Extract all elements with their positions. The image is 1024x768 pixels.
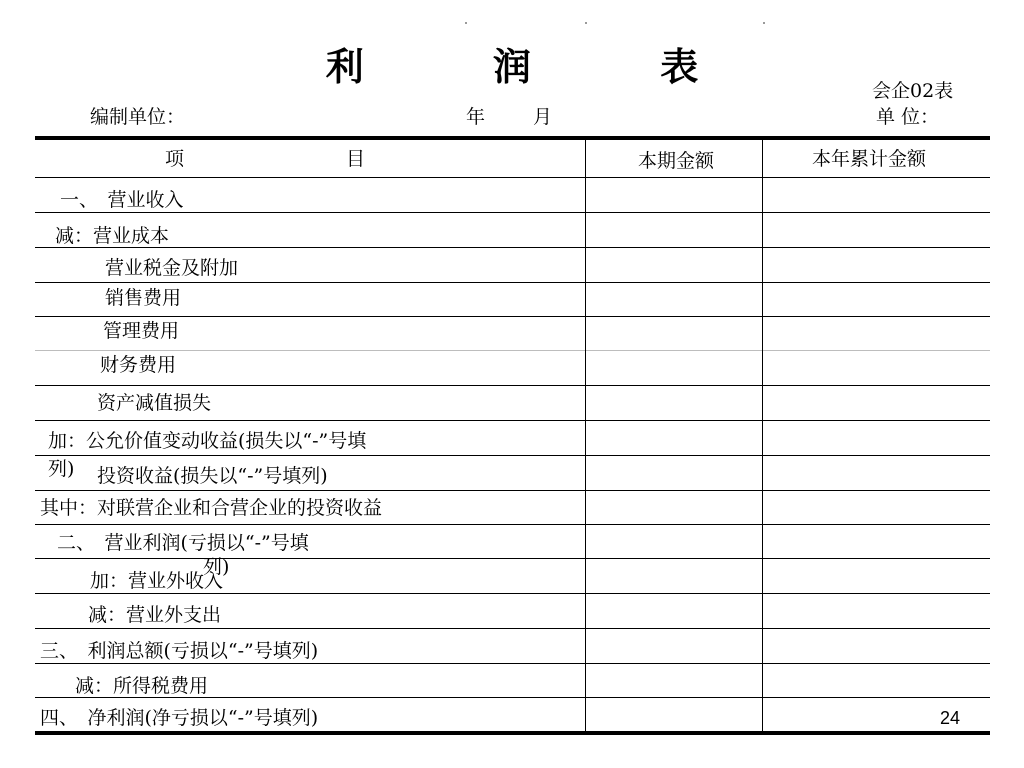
row-divider	[35, 697, 990, 698]
row-label-admin-expenses: 管理费用	[103, 320, 180, 342]
row-label-financial-expenses: 财务费用	[100, 354, 177, 376]
row-label-total-profit: 三、 利润总额(亏损以“-”号填列)	[40, 640, 319, 662]
column-header-ytd: 本年累计金额	[812, 148, 927, 170]
row-label-income-tax: 减：所得税费用	[75, 675, 209, 697]
row-label-impairment-loss: 资产减值损失	[97, 392, 212, 414]
row-label-fair-value-gain: 加：公允价值变动收益(损失以“-”号填	[48, 430, 367, 452]
row-divider	[35, 420, 990, 421]
header-divider	[35, 177, 990, 178]
row-label-business-tax: 营业税金及附加	[105, 257, 239, 279]
page-number: 24	[940, 708, 961, 728]
table-bottom-border	[35, 731, 990, 735]
row-label-operating-revenue: 一、 营业收入	[60, 189, 184, 211]
month-label: 月	[533, 106, 553, 128]
form-code: 会企02表	[872, 80, 954, 102]
row-divider	[35, 455, 990, 456]
row-divider	[35, 628, 990, 629]
row-label-non-operating-expense: 减：营业外支出	[88, 604, 222, 626]
row-divider	[35, 282, 990, 283]
column-header-current: 本期金额	[638, 150, 715, 172]
column-divider	[585, 140, 586, 731]
row-divider	[35, 247, 990, 248]
row-divider	[35, 558, 990, 559]
column-divider	[762, 140, 763, 731]
row-label-operating-cost: 减：营业成本	[55, 225, 170, 247]
row-label-net-profit: 四、 净利润(净亏损以“-”号填列)	[40, 707, 319, 729]
row-label-fair-value-gain-cont: 列)	[48, 458, 75, 480]
column-header-item-a: 项	[165, 148, 185, 170]
row-label-operating-profit: 二、 营业利润(亏损以“-”号填	[57, 532, 309, 554]
row-label-non-operating-income: 加：营业外收入	[90, 570, 224, 592]
row-divider	[35, 524, 990, 525]
row-divider	[35, 490, 990, 491]
unit-label: 单 位：	[876, 106, 940, 128]
row-divider	[35, 663, 990, 664]
row-label-associate-income: 其中：对联营企业和合营企业的投资收益	[40, 497, 383, 519]
row-divider	[35, 350, 990, 351]
row-label-investment-income: 投资收益(损失以“-”号填列)	[97, 465, 328, 487]
row-divider	[35, 593, 990, 594]
row-label-selling-expenses: 销售费用	[105, 287, 182, 309]
column-header-item-b: 目	[346, 148, 366, 170]
table-top-border	[35, 136, 990, 140]
org-label: 编制单位：	[90, 106, 186, 128]
row-label-operating-profit-cont: 列)	[203, 556, 230, 578]
row-divider	[35, 212, 990, 213]
year-label: 年	[466, 106, 486, 128]
row-divider	[35, 316, 990, 317]
row-divider	[35, 385, 990, 386]
page-title: 利 润 表	[325, 44, 757, 89]
